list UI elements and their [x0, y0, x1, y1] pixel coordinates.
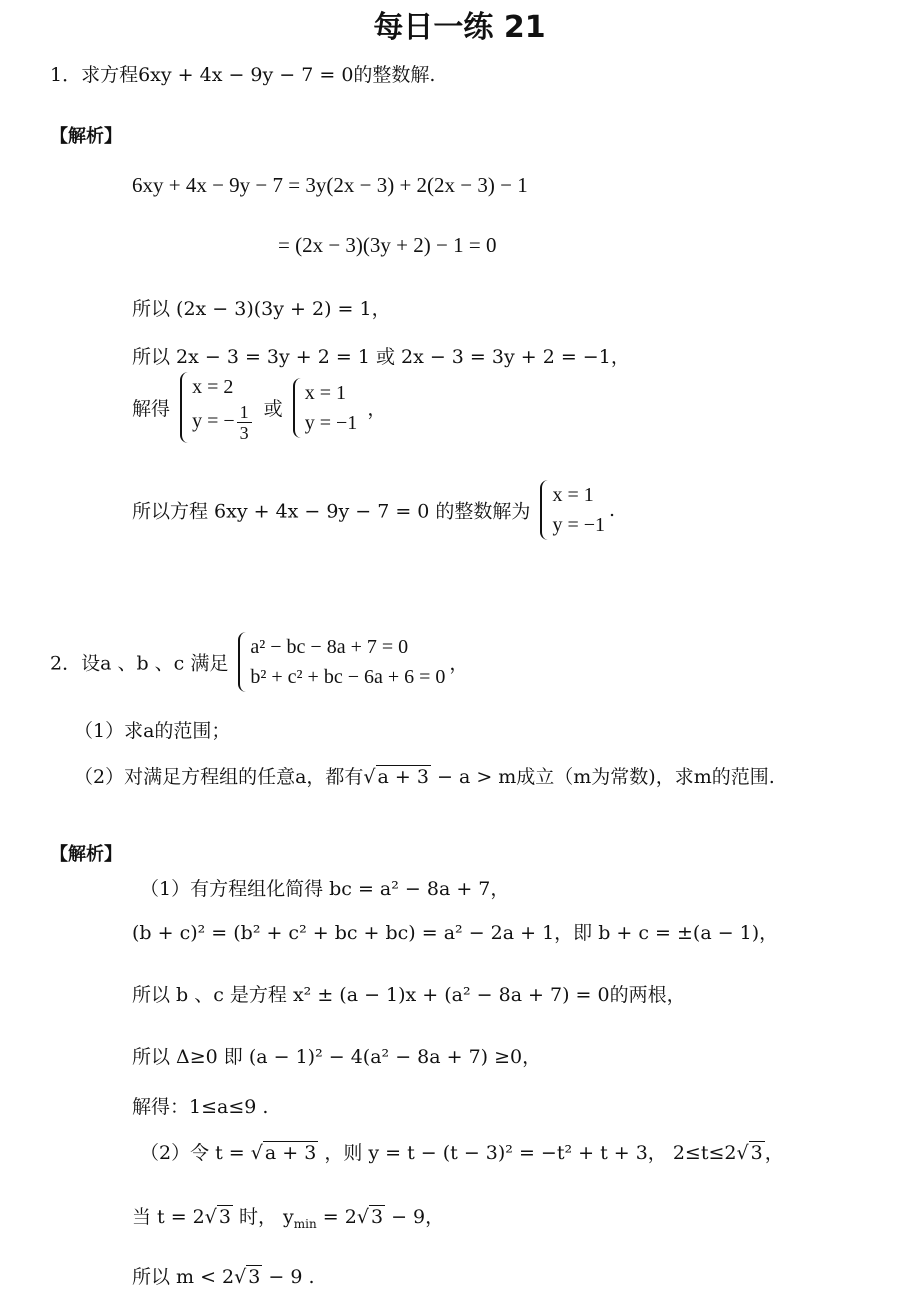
step-6-pre: （2）令 t = [140, 1142, 251, 1164]
step-7-end: − 9， [385, 1206, 445, 1228]
system-eq-1: a² − bc − 8a + 7 = 0 [250, 636, 409, 658]
final-row-x: x = 1 [552, 484, 594, 506]
radicand: 3 [218, 1206, 231, 1228]
solution-system-1 [180, 372, 254, 443]
problem-2-solution-heading: 【解析】 [50, 844, 122, 865]
problem-2-step-6 [140, 1140, 784, 1166]
problem-1-question: 1．求方程6xy + 4x − 9y − 7 = 0的整数解. [50, 64, 436, 86]
system-eq-2: b² + c² + bc − 6a + 6 = 0 [250, 666, 446, 688]
brace-icon [238, 632, 248, 692]
step-6-end: ， [764, 1142, 784, 1164]
problem-1-step-3: 所以 (2x − 3)(3y + 2) = 1， [132, 298, 391, 320]
radicand: a + 3 [264, 1142, 317, 1164]
problem-2-step-7 [132, 1204, 444, 1237]
conclusion-end: − 9 . [262, 1266, 315, 1288]
problem-2-question-end: ， [449, 652, 469, 675]
sqrt-icon: √ [363, 766, 376, 788]
final-solution-system [540, 480, 605, 540]
system-2-row-x: x = 1 [304, 381, 347, 404]
part-2-rest: − a > m成立（m为常数)，求m的范围. [430, 766, 775, 788]
subscript-min: min [293, 1216, 317, 1231]
step-7-mid: 时， y [232, 1206, 294, 1228]
radicand: 3 [248, 1266, 261, 1288]
sqrt-icon: √ [234, 1266, 247, 1288]
problem-2-step-1: （1）有方程组化简得 bc = a² − 8a + 7， [140, 878, 510, 900]
problem-2-step-4: 所以 Δ≥0 即 (a − 1)² − 4(a² − 8a + 7) ≥0， [132, 1046, 542, 1068]
step-5-end: ， [367, 398, 387, 420]
step-7-pre: 当 t = 2 [132, 1206, 205, 1228]
fraction [237, 402, 252, 443]
problem-2-intro: 2．设a 、b 、c 满足 [50, 652, 229, 675]
brace-icon [180, 372, 190, 443]
conclusion-end: . [609, 499, 616, 521]
page-title: 每日一练 21 [373, 10, 546, 45]
problem-1-step-5 [132, 372, 386, 443]
radicand: 3 [370, 1206, 384, 1228]
sqrt-icon: √ [736, 1142, 749, 1164]
system-1-row-y [192, 402, 254, 443]
radicand: a + 3 [377, 766, 429, 788]
or-label: 或 [263, 398, 283, 420]
problem-1-step-4: 所以 2x − 3 = 3y + 2 = 1 或 2x − 3 = 3y + 2 = −1， [132, 346, 630, 368]
system-1-row-y-text: y = − [192, 410, 235, 433]
problem-1-conclusion [132, 480, 615, 540]
final-row-y: y = −1 [552, 514, 606, 536]
problem-2-step-3: 所以 b 、c 是方程 x² ± (a − 1)x + (a² − 8a + 7) = 0的两根， [132, 984, 686, 1006]
step-6-mid: ，则 y = t − (t − 3)² = −t² + t + 3， 2≤t≤2 [318, 1142, 737, 1164]
problem-2-system [238, 632, 445, 692]
conclusion-pre: 所以 m < 2 [132, 1266, 235, 1288]
radicand: 3 [750, 1142, 763, 1164]
problem-2-question [50, 632, 468, 692]
problem-1-solution-heading: 【解析】 [50, 126, 122, 147]
step-7-eq: = 2 [316, 1206, 357, 1228]
problem-2-conclusion [132, 1264, 315, 1290]
system-1-row-x: x = 2 [192, 376, 234, 398]
brace-icon [293, 378, 303, 438]
problem-1-step-2: = (2x − 3)(3y + 2) − 1 = 0 [278, 233, 497, 257]
system-2-row-y: y = −1 [304, 411, 358, 434]
problem-2-step-5: 解得：1≤a≤9 . [132, 1096, 269, 1118]
problem-2-part-1: （1）求a的范围； [74, 720, 231, 742]
part-2-intro: （2）对满足方程组的任意a，都有 [74, 766, 364, 788]
solution-system-2 [293, 378, 358, 438]
problem-2-part-2 [74, 764, 775, 790]
problem-2-step-2: (b + c)² = (b² + c² + bc + bc) = a² − 2a + 1，即 b + c = ±(a − 1)， [132, 922, 779, 944]
sqrt-icon: √ [356, 1206, 369, 1228]
sqrt-icon: √ [250, 1142, 263, 1164]
fraction-denominator: 3 [239, 423, 249, 443]
sqrt-icon: √ [204, 1206, 217, 1228]
problem-1-step-1: 6xy + 4x − 9y − 7 = 3y(2x − 3) + 2(2x − 3) − 1 [132, 173, 528, 197]
fraction-numerator: 1 [237, 402, 252, 423]
brace-icon [540, 480, 550, 540]
conclusion-text: 所以方程 6xy + 4x − 9y − 7 = 0 的整数解为 [132, 500, 531, 523]
solve-label: 解得 [132, 398, 171, 420]
